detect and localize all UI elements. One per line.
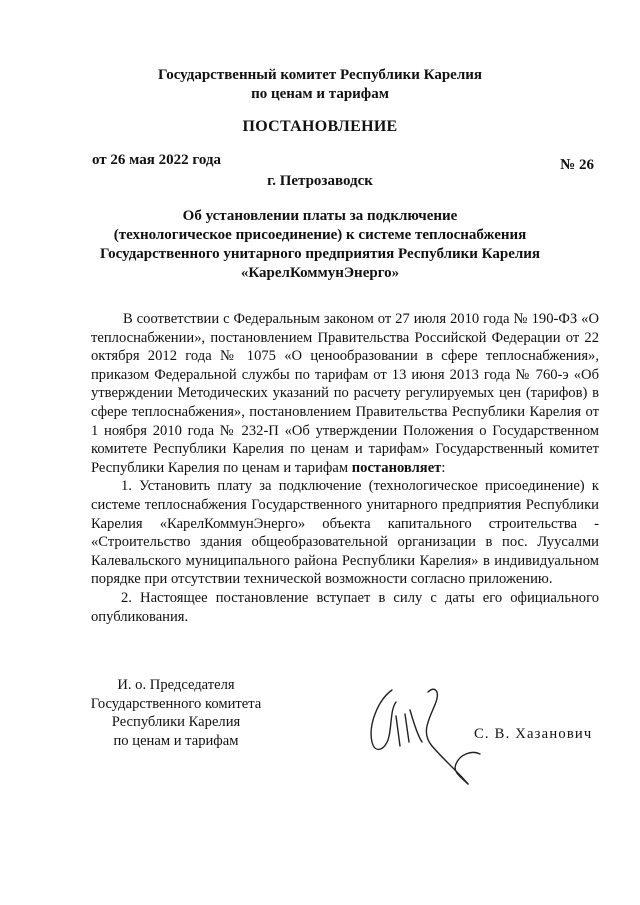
signatory-line2: Государственного комитета bbox=[90, 695, 262, 712]
issuer-header bbox=[0, 66, 640, 104]
document-type: ПОСТАНОВЛЕНИЕ bbox=[242, 118, 398, 135]
preamble-end: : bbox=[441, 459, 446, 476]
document-number: № 26 bbox=[560, 157, 594, 173]
resolve-keyword: постановляет bbox=[351, 459, 442, 476]
title-line1: Об установлении платы за подключение bbox=[182, 208, 458, 224]
item-1: 1. Установить плату за подключение (технологическое присоединение) к системе теплоснабжения Государственного унитарного предприятия Республики Карелия «КарелКоммунЭнерго» объекта капитального строительства - «Строительство здания общеобразовательной организации в пос. Луусалми Калевальского муниципального района Республики Карелия» в индивидуальном порядке при отсутствии технической возможности согласно приложению. bbox=[91, 478, 599, 588]
signer-name: С. В. Хазанович bbox=[474, 726, 593, 742]
document-body bbox=[91, 310, 599, 626]
signatory-line1: И. о. Председателя bbox=[117, 677, 235, 693]
issuer-name-line2: по ценам и тарифам bbox=[251, 86, 389, 102]
preamble-paragraph bbox=[91, 310, 599, 477]
signatory-line4: по ценам и тарифам bbox=[113, 732, 239, 749]
document-title bbox=[0, 207, 640, 283]
signatory-line3: Республики Карелия bbox=[111, 714, 241, 731]
document-date: от 26 мая 2022 года bbox=[92, 152, 221, 168]
issuer-name-line1: Государственный комитет Республики Карелия bbox=[158, 67, 482, 83]
title-line3: Государственного унитарного предприятия Республики Карелия bbox=[99, 246, 541, 262]
title-line4: «КарелКоммунЭнерго» bbox=[240, 265, 400, 281]
title-line2: (технологическое присоединение) к системе теплоснабжения bbox=[113, 227, 527, 243]
document-city: г. Петрозаводск bbox=[267, 173, 373, 189]
item-2: 2. Настоящее постановление вступает в силу с даты его официального опубликования. bbox=[91, 589, 599, 625]
signatory-position bbox=[86, 676, 266, 750]
preamble-text: В соответствии с Федеральным законом от 27 июля 2010 года № 190-ФЗ «О теплоснабжении», постановлением Правительства Российской Федерации от 22 октября 2012 года № 1075 «О ценообразовании в сфере теплоснабжения», приказом Федеральной службы по тарифам от 13 июня 2013 года № 760-э «Об утверждении Методических указаний по расчету регулируемых цен (тарифов) в сфере теплоснабжения», постановлением Правительства Республики Карелия от 1 ноября 2010 года № 232-П «Об утверждении Положения о Государственном комитете Республики Карелия по ценам и тарифам» Государственный комитет Республики Карелия по ценам и тарифам bbox=[91, 311, 599, 476]
